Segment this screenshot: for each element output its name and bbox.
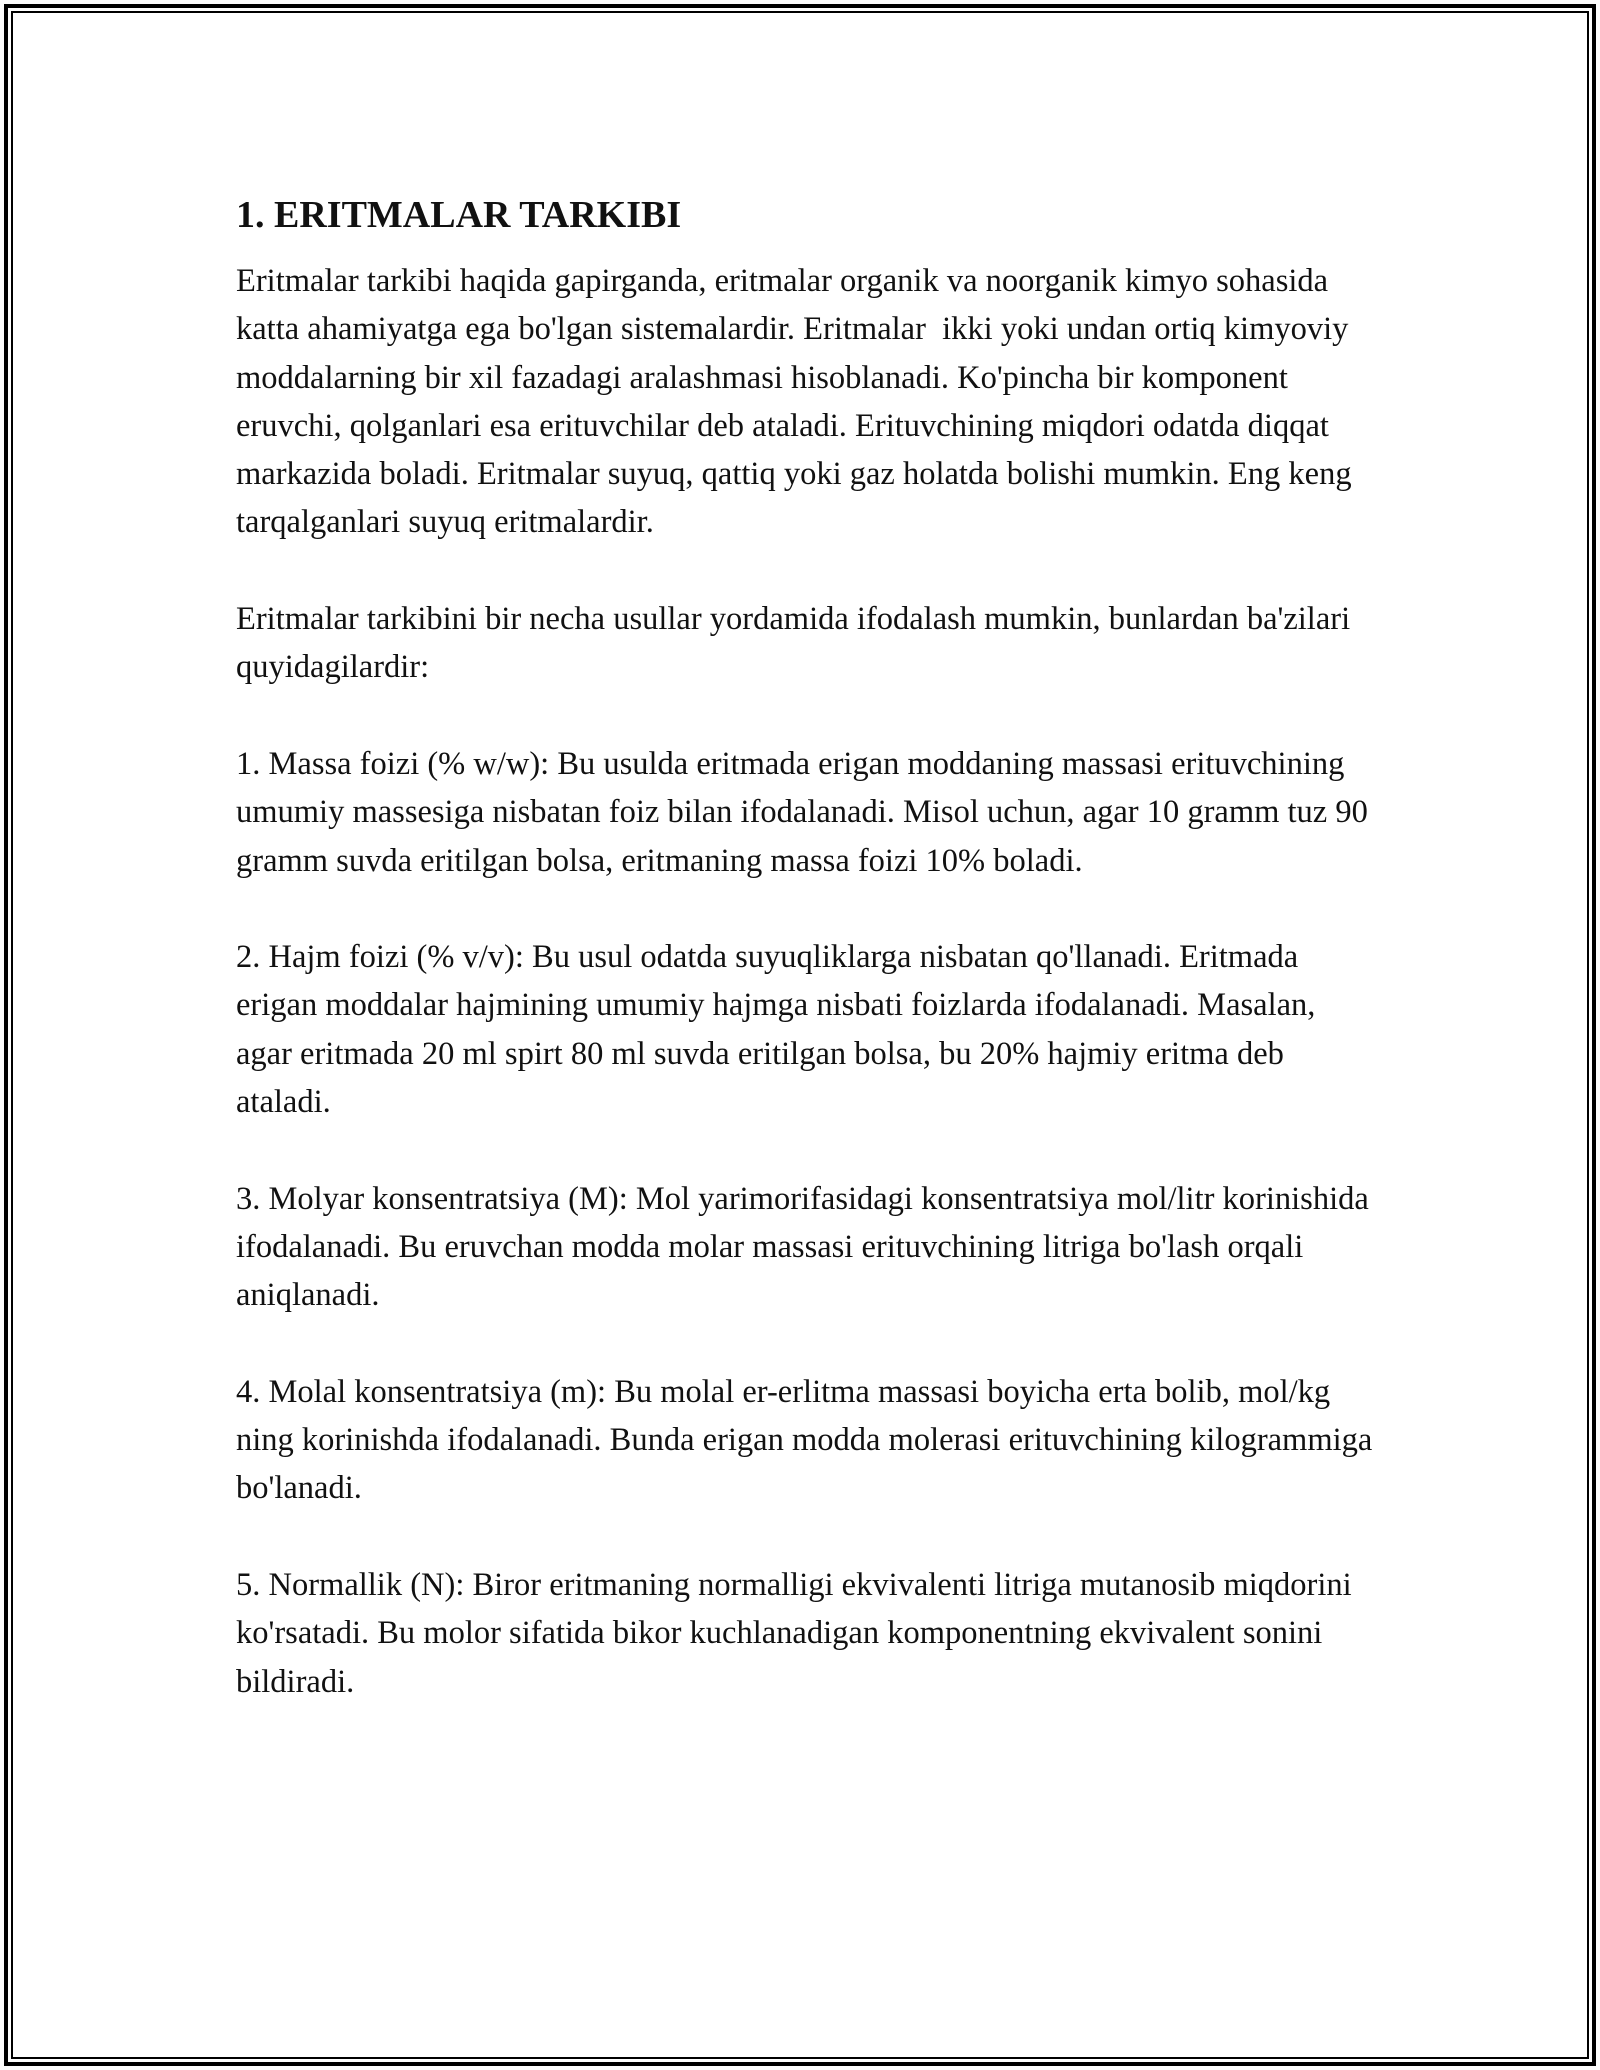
paragraph-methods-intro: Eritmalar tarkibini bir necha usullar yordamida ifodalash mumkin, bunlardan ba'zilari quyidagilardir:	[236, 601, 1359, 686]
document-body	[236, 185, 1381, 1754]
list-item-molarity: 3. Molyar konsentratsiya (M): Mol yarimorifasidagi konsentratsiya mol/litr korinishida ifodalanadi. Bu eruvchan modda molar massasi erituvchining litriga bo'lash orqali aniqlanadi.	[236, 1180, 1377, 1314]
list-item-molality: 4. Molal konsentratsiya (m): Bu molal er-erlitma massasi boyicha erta bolib, mol/kg ning korinishda ifodalanadi. Bunda erigan modda molerasi erituvchining kilogrammiga bo'lanadi.	[236, 1373, 1381, 1507]
list-item-normality: 5. Normallik (N): Biror eritmaning normalligi ekvivalenti litriga mutanosib miqdorini ko'rsatadi. Bu molor sifatida bikor kuchlanadigan komponentning ekvivalent sonini bildiradi.	[236, 1567, 1360, 1700]
list-item-mass-percent: 1. Massa foizi (% w/w): Bu usulda eritmada erigan moddaning massasi erituvchining umumiy massesiga nisbatan foiz bilan ifodalanadi. Misol uchun, agar 10 gramm tuz 90 gramm suvda eritilgan bolsa, eritmaning massa foizi 10% boladi.	[236, 745, 1376, 879]
document-title: 1. ERITMALAR TARKIBI	[236, 194, 682, 236]
list-item-volume-percent: 2. Hajm foizi (% v/v): Bu usul odatda suyuqliklarga nisbatan qo'llanadi. Eritmada erigan moddalar hajmining umumiy hajmga nisbati foizlarda ifodalanadi. Masalan, agar eritmada 20 ml spirt 80 ml suvda eritilgan bolsa, bu 20% hajmiy eritma deb ataladi.	[236, 939, 1324, 1121]
paragraph-intro: Eritmalar tarkibi haqida gapirganda, eritmalar organik va noorganik kimyo sohasida katta ahamiyatga ega bo'lgan sistemalardir. Eritmalar ikki yoki undan ortiq kimyoviy moddalarning bir xil fazadagi aralashmasi hisoblanadi. Ko'pincha bir komponent eruvchi, qolganlari esa erituvchilar deb ataladi. Erituvchining miqdori odatda diqqat markazida boladi. Eritmalar suyuq, qattiq yoki gaz holatda bolishi mumkin. Eng keng tarqalganlari suyuq eritmalardir.	[236, 263, 1360, 541]
